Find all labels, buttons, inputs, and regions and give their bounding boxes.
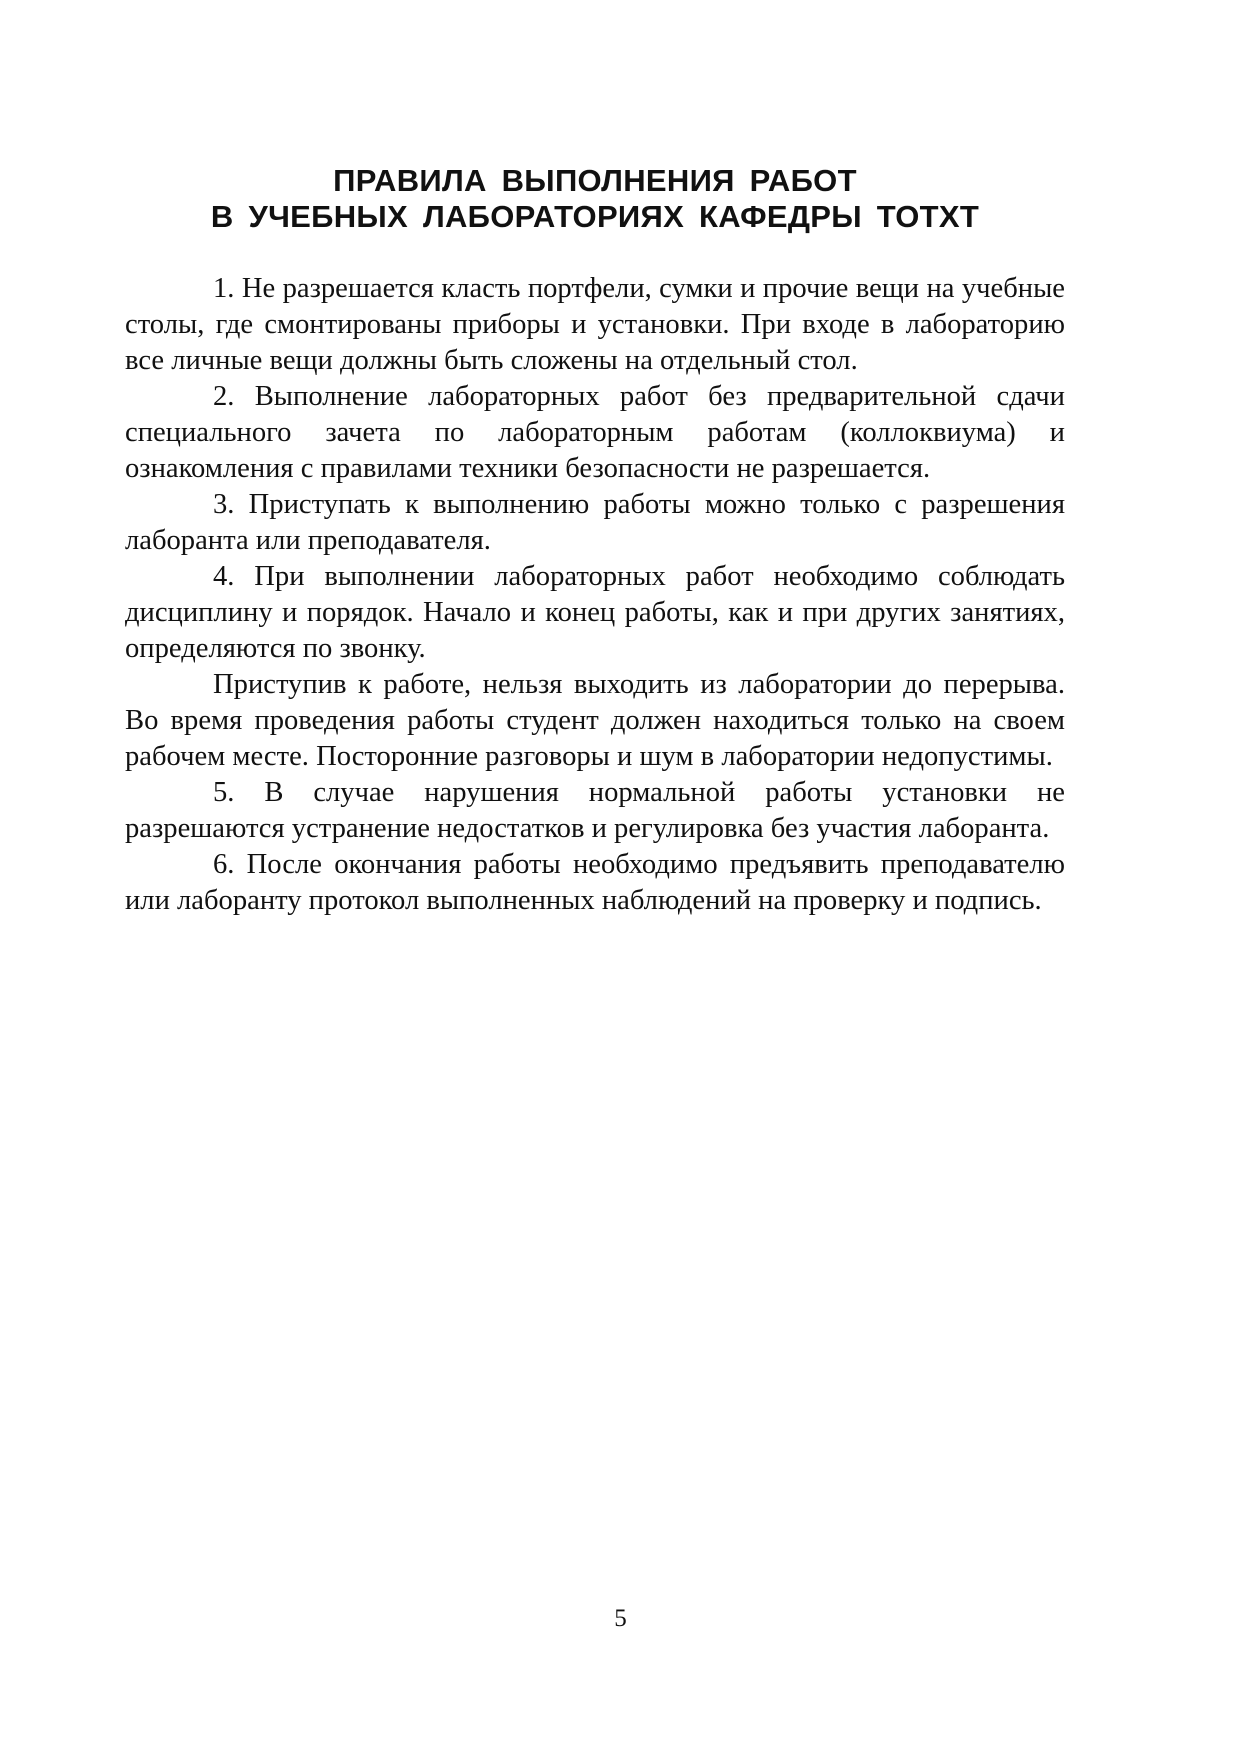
title-line-2: В УЧЕБНЫХ ЛАБОРАТОРИЯХ КАФЕДРЫ ТОТХТ: [210, 199, 980, 234]
page-number: 5: [614, 1605, 627, 1632]
rule-paragraph-6: 6. После окончания работы необходимо предъявить преподавателю или лаборанту протокол выполненных наблюдений на проверку и подпись.: [125, 849, 1065, 916]
rule-paragraph-4-continuation: Приступив к работе, нельзя выходить из лаборатории до перерыва. Во время проведения работы студент должен находиться только на своем рабочем месте. Посторонние разговоры и шум в лаборатории недопустимы.: [125, 669, 1065, 772]
title-line-1: ПРАВИЛА ВЫПОЛНЕНИЯ РАБОТ: [333, 163, 857, 198]
rule-paragraph-5: 5. В случае нарушения нормальной работы установки не разрешаются устранение недостатков и регулировка без участия лаборанта.: [125, 777, 1065, 844]
rule-paragraph-3: 3. Приступать к выполнению работы можно только с разрешения лаборанта или преподавателя.: [125, 489, 1065, 556]
page-title: [125, 163, 1065, 235]
rule-paragraph-1: 1. Не разрешается класть портфели, сумки и прочие вещи на учебные столы, где смонтированы приборы и установки. При входе в лабораторию все личные вещи должны быть сложены на отдельный стол.: [125, 273, 1065, 376]
rules-body: [125, 271, 1065, 919]
rule-paragraph-4: 4. При выполнении лабораторных работ необходимо соблюдать дисциплину и порядок. Начало и конец работы, как и при других занятиях, определяются по звонку.: [125, 561, 1065, 664]
rule-paragraph-2: 2. Выполнение лабораторных работ без предварительной сдачи специального зачета по лабораторным работам (коллоквиума) и ознакомления с правилами техники безопасности не разрешается.: [125, 381, 1065, 484]
